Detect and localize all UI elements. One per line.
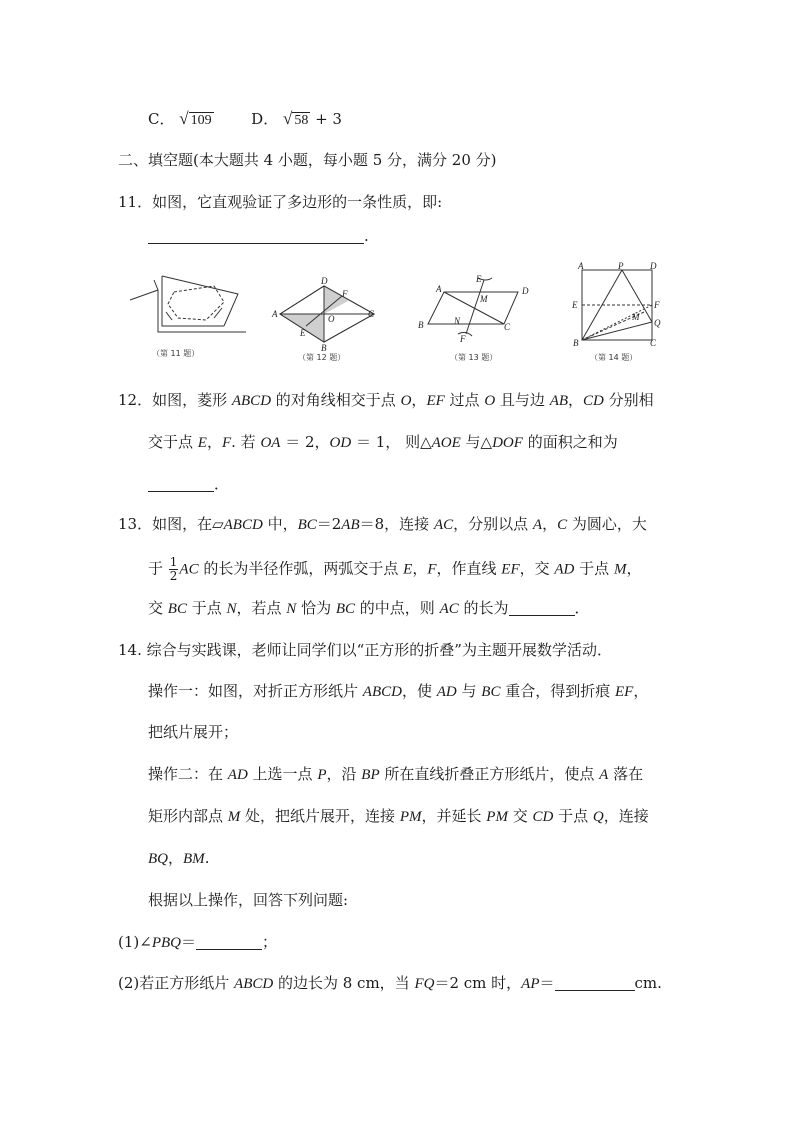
figure-13-caption: （第 13 题） [450, 353, 498, 362]
q14-text: 与 [456, 682, 482, 700]
q13-text: ． [574, 599, 590, 617]
question-13-line-2 [148, 556, 641, 583]
q14-var: EF [615, 684, 634, 700]
fig13-label-m: M [480, 294, 488, 304]
q12-text: 过点 [444, 391, 485, 409]
q13-var: AD [554, 561, 575, 578]
figure-14-caption: （第 14 题） [590, 353, 638, 362]
q14-operation-2 [148, 764, 643, 785]
q14-var: PM [486, 809, 508, 825]
fig14-label-f: F [654, 300, 660, 310]
option-d-label: D． [251, 110, 279, 128]
q12-text: ， [411, 391, 427, 409]
q12-answer-blank [148, 474, 229, 494]
fig14-label-m: M [632, 312, 640, 322]
fig13-label-e: E [476, 274, 482, 284]
fig12-label-d: D [321, 276, 328, 286]
q13-var: E [403, 561, 413, 578]
q14-text: 操作一：如图，对折正方形纸片 [148, 682, 363, 700]
q13-var: A [532, 517, 543, 533]
q13-text: 中， [262, 515, 298, 533]
q14-text: . [204, 849, 210, 867]
q12-text: 12．如图，菱形 [118, 391, 232, 409]
q12-var: AOE [431, 435, 461, 451]
q12-text: ＝ 1， 则△ [351, 433, 432, 451]
q13-text: ， [626, 559, 642, 578]
fig12-label-o: O [328, 314, 335, 324]
question-13-line-3 [148, 598, 590, 619]
fig14-label-c: C [650, 338, 657, 348]
q13-text: 为圆心，大 [567, 515, 647, 533]
q12-text: ， [568, 391, 584, 409]
q14-text: 落在 [608, 765, 644, 783]
q14-var: CD [532, 809, 554, 825]
fig12-label-b: B [321, 343, 327, 353]
q14-text: ＝2 cm 时， [434, 974, 522, 992]
q12-var: OA [260, 435, 281, 451]
q14-operation-1-line-2: 把纸片展开； [148, 723, 239, 741]
fig12-label-e: E [300, 328, 306, 338]
fig12-label-c: C [368, 309, 375, 319]
q14-var: ABCD [362, 684, 402, 700]
q13-text: ，若点 [236, 599, 287, 617]
q11-answer-blank: . [148, 226, 369, 246]
figure-11 [126, 268, 256, 358]
sqrt-58: √ 58 [282, 109, 309, 128]
q12-var: CD [583, 393, 604, 409]
q13-var: M [613, 561, 627, 578]
q13-var: AC [179, 561, 199, 578]
fig14-label-e: E [572, 300, 578, 310]
q13-var: N [226, 601, 237, 617]
fig14-label-d: D [650, 261, 657, 271]
q13-text: 于点 [186, 599, 227, 617]
q14-var: PM [399, 809, 422, 825]
fig14-label-q: Q [654, 318, 661, 328]
q12-text: 与△ [460, 433, 493, 451]
fig12-label-a: A [272, 309, 278, 319]
question-11: 11．如图，它直观验证了多边形的一条性质，即: [118, 193, 443, 211]
fig13-label-a: A [436, 284, 442, 294]
q12-var: OD [329, 435, 352, 451]
q13-text: 于点 [574, 559, 614, 578]
q14-part-2 [118, 973, 662, 994]
q13-answer-blank [509, 599, 575, 616]
q13-var: BC [167, 601, 187, 617]
q14-text: cm. [634, 974, 662, 992]
q14-var: AD [227, 767, 248, 783]
q12-var: E [197, 435, 207, 451]
fig13-label-n: N [454, 316, 461, 326]
q14-var: PBQ [151, 935, 181, 951]
option-d-tail: + 3 [310, 110, 342, 128]
q14-text: ＝ [181, 933, 197, 951]
q14-text: 矩形内部点 [148, 807, 228, 825]
q12-text: 的面积之和为 [522, 433, 618, 451]
option-d-radicand: 58 [294, 113, 309, 128]
q14-operation-1 [148, 681, 648, 702]
q13-var: BC [297, 517, 317, 533]
fraction-denominator: 2 [169, 569, 178, 583]
q14-text: ， [168, 849, 184, 867]
fraction-numerator: 1 [169, 555, 178, 569]
q13-text: ， [412, 559, 428, 578]
q14-var: Q [592, 809, 604, 825]
q14-part-1 [118, 932, 277, 953]
fig13-label-d: D [522, 286, 529, 296]
q14-text: 的边长为 8 cm，当 [273, 974, 415, 992]
question-13-line-1 [118, 514, 647, 535]
q14-text: 于点 [553, 807, 593, 825]
q13-var: ABCD [223, 517, 263, 533]
q12-var: O [484, 393, 496, 409]
q12-period: ． [214, 475, 230, 493]
q14-text: ， [633, 682, 649, 700]
q13-var: AC [439, 601, 459, 617]
q14-operation-2-line-3 [148, 848, 209, 869]
fig14-label-a: A [578, 261, 584, 271]
q13-text: ，分别以点 [453, 515, 533, 533]
q14-prompt: 根据以上操作，回答下列问题: [148, 891, 349, 909]
fig12-label-f: F [342, 289, 348, 299]
q12-text: . 若 [231, 433, 261, 451]
q14-var: M [227, 809, 241, 825]
q14-var: AP [521, 976, 540, 992]
q14-var: BC [481, 684, 501, 700]
q12-var: DOF [492, 435, 523, 451]
q12-var: F [221, 435, 232, 451]
fig14-label-p: P [618, 261, 624, 271]
q14-var: BM [183, 851, 205, 867]
answer-options-line [148, 109, 342, 131]
q12-text: 分别相 [603, 391, 654, 409]
fig13-label-c: C [504, 322, 511, 332]
q13-text: 交 [148, 599, 168, 617]
question-14-intro: 14. 综合与实践课，老师让同学们以“正方形的折叠”为主题开展数学活动． [118, 641, 612, 659]
q13-text: ＝8，连接 [359, 515, 434, 533]
q12-var: O [400, 393, 412, 409]
fig13-label-f: F [460, 334, 466, 344]
q14-text: ，连接 [603, 807, 649, 825]
q12-text: 的对角线相交于点 [271, 391, 401, 409]
figure-13 [414, 276, 544, 366]
q14-operation-2-line-2 [148, 806, 649, 827]
q14-part-2-blank [555, 974, 635, 991]
q13-var: AB [341, 517, 360, 533]
q12-text: ＝ 2， [280, 433, 330, 451]
q13-var: F [427, 561, 437, 578]
figure-12-caption: （第 12 题） [298, 353, 346, 362]
q14-var: BQ [148, 851, 168, 867]
q14-text: 交 [507, 807, 533, 825]
question-12-line-2 [148, 432, 618, 453]
figure-14 [570, 261, 670, 364]
q14-var: P [317, 767, 327, 783]
q14-text: ，沿 [326, 765, 362, 783]
q13-var: C [557, 517, 568, 533]
q12-var: AB [549, 393, 569, 409]
q12-var: ABCD [231, 393, 272, 409]
q14-text: 处，把纸片展开，连接 [240, 807, 400, 825]
q13-text: 13．如图，在▱ [118, 515, 224, 533]
q13-text: ，交 [519, 559, 555, 578]
q14-part-1-blank [196, 933, 262, 950]
figure-12 [270, 276, 390, 366]
fig14-label-b: B [573, 338, 579, 348]
q14-text: (2)若正方形纸片 [118, 974, 235, 992]
q14-var: BP [361, 767, 380, 783]
q14-var: A [599, 767, 609, 783]
question-12-line-1 [118, 390, 654, 411]
q14-text: 上选一点 [247, 765, 318, 783]
q14-text: ； [262, 933, 278, 951]
q13-var: AC [433, 517, 454, 533]
q14-text: (1)∠ [118, 933, 152, 951]
fig13-label-b: B [418, 320, 424, 330]
q12-text: 交于点 [148, 433, 198, 451]
q14-text: ，使 [401, 682, 437, 700]
figure-11-caption: （第 11 题） [152, 349, 200, 358]
q14-var: AD [436, 684, 457, 700]
q13-var: EF [501, 561, 520, 578]
q13-text: ＝2 [316, 515, 342, 533]
q14-text: 重合，得到折痕 [500, 682, 615, 700]
q13-text: ，作直线 [436, 559, 502, 578]
fraction-one-half [169, 556, 179, 583]
q14-text: ＝ [539, 974, 555, 992]
q13-text: 恰为 [296, 599, 336, 617]
q13-text: 的中点，则 [355, 599, 440, 617]
q13-text: 的长为半径作弧，两弧交于点 [198, 559, 404, 578]
q14-var: ABCD [234, 976, 274, 992]
q12-text: 且与边 [495, 391, 550, 409]
q12-text: ， [206, 433, 222, 451]
q13-var: BC [335, 601, 356, 617]
q13-text: 于 [148, 559, 168, 578]
option-c-label: C． [148, 110, 175, 128]
q13-text: 的长为 [458, 599, 509, 617]
option-c-radicand: 109 [190, 113, 212, 128]
q14-text: ，并延长 [421, 807, 487, 825]
q12-var: EF [426, 393, 445, 409]
q13-var: N [286, 601, 297, 617]
section-title: 二、填空题(本大题共 4 小题，每小题 5 分，满分 20 分) [118, 151, 497, 169]
q14-var: FQ [414, 976, 435, 992]
q14-text: 操作二：在 [148, 765, 228, 783]
sqrt-109: √ 109 [179, 109, 212, 128]
q14-text: 所在直线折叠正方形纸片，使点 [379, 765, 600, 783]
q13-text: ， [542, 515, 558, 533]
